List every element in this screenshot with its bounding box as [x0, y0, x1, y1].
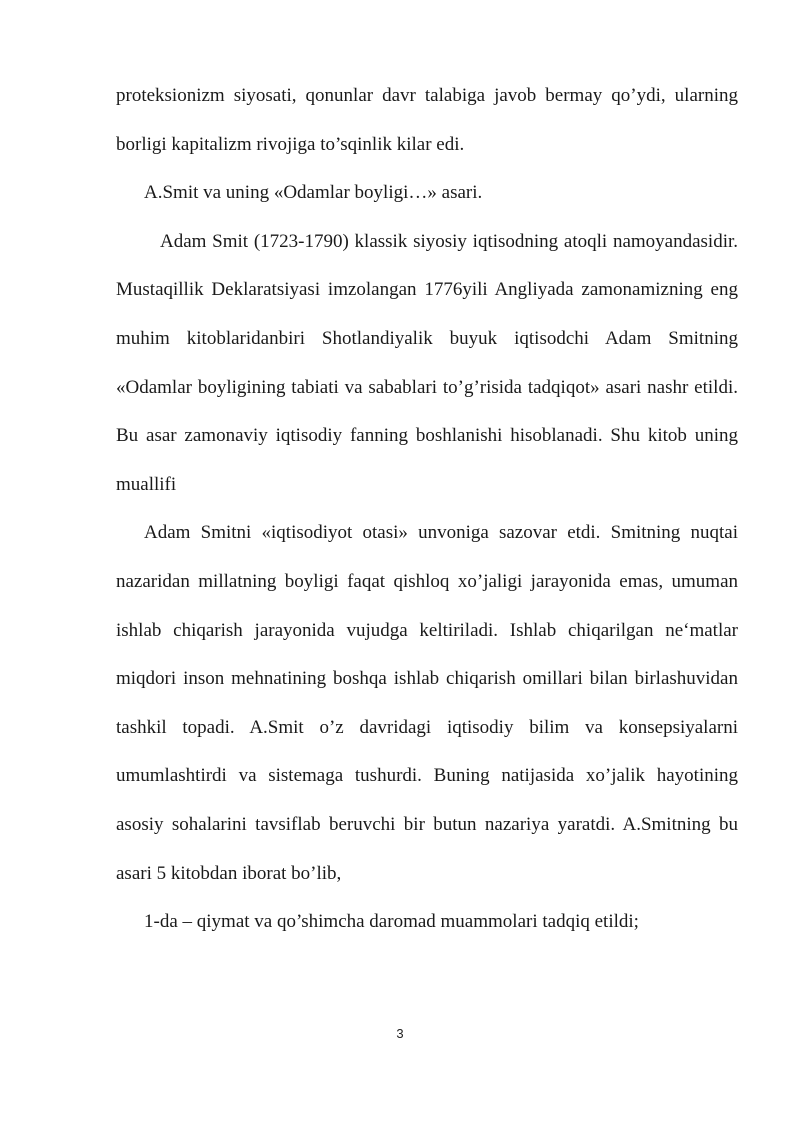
paragraph-father-of-economics: Adam Smitni «iqtisodiyot otasi» unvoniga sazovar etdi. Smitning nuqtai nazaridan millatning boyligi faqat qishloq xo’jaligi jarayonida emas, umuman ishlab chiqarish jarayonida vujudga keltiriladi. Ishlab chiqarilgan ne‘matlar miqdori inson mehnatining boshqa ishlab chiqarish omillari bilan birlashuvidan tashkil topadi. A.Smit o’z davridagi iqtisodiy bilim va konsepsiyalarni umumlashtirdi va sistemaga tushurdi. Buning natijasida xo’jalik hayotining asosiy sohalarini tavsiflab beruvchi bir butun nazariya yaratdi. A.Smitning bu asari 5 kitobdan iborat bo’lib,	[116, 522, 738, 884]
paragraph-adam-smith-intro: Adam Smit (1723-1790) klassik siyosiy iqtisodning atoqli namoyandasidir. Mustaqillik Deklaratsiyasi imzolangan 1776yili Angliyada zamonamizning eng muhim kitoblaridanbiri Shotlandiyalik buyuk iqtisodchi Adam Smitning «Odamlar boyligining tabiati va sabablari to’g’risida tadqiqot» asari nashr etildi. Bu asar zamonaviy iqtisodiy fanning boshlanishi hisoblanadi. Shu kitob uning muallifi	[116, 230, 738, 495]
page-number: 3	[396, 1026, 404, 1041]
section-heading-smith: A.Smit va uning «Odamlar boyligi…» asari.	[144, 182, 483, 204]
paragraph-protectionism: proteksionizm siyosati, qonunlar davr talabiga javob bermay qo’ydi, ularning borligi kapitalizm rivojiga to’sqinlik kilar edi.	[116, 85, 738, 155]
body-text	[116, 72, 738, 947]
paragraph-book-one: 1-da – qiymat va qo’shimcha daromad muammolari tadqiq etildi;	[144, 911, 639, 933]
